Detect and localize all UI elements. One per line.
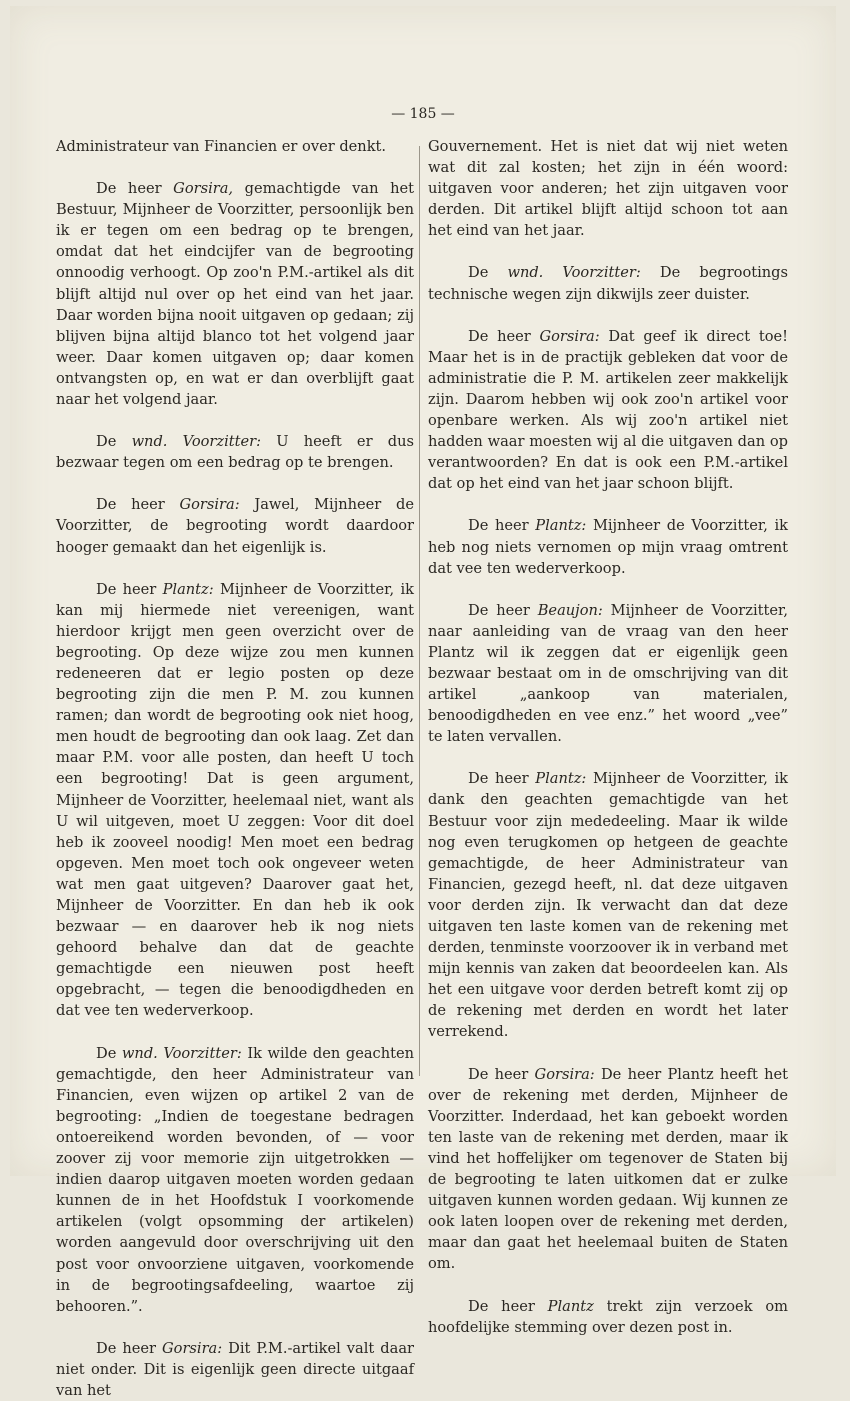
paragraph — [428, 136, 788, 241]
document-page — [10, 6, 836, 1399]
speaker-prefix: De heer — [468, 327, 540, 345]
speaker-name: Plantz: — [535, 517, 587, 535]
paragraph-text: Administrateur van Financien er over denkt. — [56, 138, 387, 155]
speaker-prefix: De heer — [468, 1297, 548, 1315]
paragraph — [428, 1064, 788, 1275]
paragraph-text: Mijnheer de Voorzitter, naar aanleiding van de vraag van den heer Plantz wil ik zeggen dat er eigenlijk geen bezwaar bestaat om in de omschrijving van dit artikel „aankoop van materialen, benoodigdheden en vee enz.” het woord „vee” te laten vervallen. — [428, 601, 789, 746]
paragraph-text: U heeft er dus bezwaar tegen om een bedrag op te brengen. — [56, 433, 415, 472]
speaker-name: wnd. Voorzitter: — [131, 433, 262, 451]
paragraph — [428, 600, 788, 748]
speaker-prefix: De heer — [468, 517, 536, 535]
speaker-prefix: De heer — [468, 1065, 535, 1083]
speaker-prefix: De — [96, 433, 132, 451]
right-column — [428, 136, 788, 1338]
speaker-prefix: De heer — [468, 601, 538, 619]
speaker-name: Gorsira, — [173, 180, 234, 198]
speaker-name: Gorsira: — [534, 1065, 595, 1083]
speaker-prefix: De heer — [96, 496, 180, 514]
paragraph — [56, 579, 414, 1022]
paragraph-text: gemachtigde van het Bestuur, Mijnheer de Voorzitter, persoonlijk ben ik er tegen om een bedrag op te brengen, omdat dat het eindcijfer van de begrooting onnoodig verhoogt. Op zoo'n P.M.-artikel als dit blijft altijd nul over op het eind van het jaar. Daar worden bijna nooit uitgaven op gedaan; zij blijven bijna altijd blanco tot het volgend jaar weer. Daar komen uitgaven op; daar komen ontvangsten op, en wat er dan overblijft gaat naar het volgend jaar. — [56, 180, 414, 409]
page-number: — 185 — — [391, 106, 455, 122]
speaker-name: Gorsira: — [179, 496, 240, 514]
paragraph — [56, 431, 414, 473]
speaker-name: wnd. Voorzitter: — [121, 1044, 242, 1062]
column-divider — [419, 146, 420, 1076]
speaker-name: Gorsira: — [162, 1339, 223, 1357]
speaker-name: Plantz — [547, 1297, 594, 1315]
paragraph-text: Mijnheer de Voorzitter, ik heb nog niets vernomen op mijn vraag omtrent dat vee ten wederverkoop. — [428, 517, 788, 577]
speaker-prefix: De — [468, 264, 508, 282]
speaker-name: Beaujon: — [537, 601, 603, 619]
paragraph-text: Dit P.M.-artikel valt daar niet onder. Dit is eigenlijk geen directe uitgaaf van het — [56, 1339, 414, 1399]
left-column — [56, 136, 414, 1401]
paragraph — [428, 515, 788, 578]
paragraph-text: trekt zijn verzoek om hoofdelijke stemming over dezen post in. — [428, 1297, 788, 1336]
paragraph — [428, 1296, 788, 1338]
paragraph — [56, 1043, 414, 1317]
paragraph-text: Mijnheer de Voorzitter, ik dank den geachten gemachtigde van het Bestuur voor zijn mededeeling. Maar ik wilde nog even terugkomen op hetgeen de geachte gemachtigde, de heer Administrateur van Financien, gezegd heeft, nl. dat deze uitgaven voor derden zijn. Ik verwacht dan dat deze uitgaven ten laste komen van de rekening met derden, tenminste voorzoover ik in verband met mijn kennis van zaken dat beoordeelen kan. Als het een uitgave voor derden betreft komt zij op de rekening met derden en wordt het later verrekend. — [428, 770, 788, 1041]
paragraph-text: Dat geef ik direct toe! Maar het is in de practijk gebleken dat voor de administratie die P. M. artikelen zeer makkelijk zijn. Daarom hebben wij ook zoo'n artikel voor openbare werken. Als wij zoo'n artikel niet hadden waar moesten wij al die uitgaven dan op verantwoorden? En dat is ook een P.M.-artikel dat op het eind van het jaar schoon blijft. — [428, 327, 788, 493]
paragraph — [56, 1338, 414, 1401]
paragraph-text: Jawel, Mijnheer de Voorzitter, de begrooting wordt daardoor hooger gemaakt dan het eigenlijk is. — [56, 496, 414, 556]
speaker-name: Plantz: — [162, 580, 214, 598]
paragraph-text: Gouvernement. Het is niet dat wij niet weten wat dit zal kosten; het zijn in één woord: uitgaven voor anderen; het zijn uitgaven voor derden. Dit artikel blijft altijd schoon tot aan het eind van het jaar. — [428, 138, 788, 240]
paragraph — [56, 136, 414, 157]
speaker-prefix: De heer — [468, 770, 536, 788]
paragraph — [428, 262, 788, 304]
paragraph-text: De begrootings technische wegen zijn dikwijls zeer duister. — [428, 264, 789, 303]
paragraph-text: De heer Plantz heeft het over de rekening met derden, Mijnheer de Voorzitter. Inderdaad, het kan geboekt worden ten laste van de rekening met derden, maar ik vind het hoffelijker om tegenover de Staten bij de begrooting te laten uitkomen dat er zulke uitgaven kunnen worden gedaan. Wij kunnen ze ook laten loopen over de rekening met derden, maar dan gaat het heelemaal buiten de Staten om. — [428, 1065, 788, 1273]
speaker-prefix: De — [96, 1044, 122, 1062]
speaker-name: wnd. Voorzitter: — [507, 264, 641, 282]
paragraph — [428, 768, 788, 1042]
paragraph — [428, 326, 788, 495]
speaker-prefix: De heer — [96, 580, 163, 598]
speaker-name: Plantz: — [535, 770, 587, 788]
speaker-prefix: De heer — [96, 1339, 162, 1357]
paragraph — [56, 178, 414, 410]
speaker-name: Gorsira: — [539, 327, 600, 345]
paragraph-text: Ik wilde den geachten gemachtigde, den heer Administrateur van Financien, even wijzen op artikel 2 van de begrooting: „Indien de toegestane bedragen ontoereikend worden bevonden, of — voor zoover zij voor memorie zijn uitgetrokken — indien daarop uitgaven moeten worden gedaan kunnen de in het Hoofdstuk I voorkomende artikelen (volgt opsomming der artikelen) worden aangevuld door overschrijving uit den post voor onvoorziene uitgaven, voorkomende in de begrootingsafdeeling, waartoe zij behooren.”. — [56, 1044, 415, 1315]
paragraph — [56, 494, 414, 557]
paragraph-text: Mijnheer de Voorzitter, ik kan mij hiermede niet vereenigen, want hierdoor krijgt men geen overzicht over de begrooting. Op deze wijze zou men kunnen redeneeren dat er legio posten op deze begrooting zijn die men P. M. zou kunnen ramen; dan wordt de begrooting ook niet hoog, men houdt de begrooting dan ook laag. Zet dan maar P.M. voor alle posten, dan heeft U toch een begrooting! Dat is geen argument, Mijnheer de Voorzitter, heelemaal niet, want als U wil uitgeven, moet U zeggen: Voor dit doel heb ik zooveel noodig! Men moet een bedrag opgeven. Men moet toch ook ongeveer weten wat men gaat uitgeven? Daarover gaat het, Mijnheer de Voorzitter. En dan heb ik ook bezwaar — en daarover heb ik nog niets gehoord behalve dan dat de geachte gemachtigde een nieuwen post heeft opgebracht, — tegen die benoodigdheden en dat vee ten wederverkoop. — [56, 580, 414, 1020]
speaker-prefix: De heer — [96, 180, 174, 198]
